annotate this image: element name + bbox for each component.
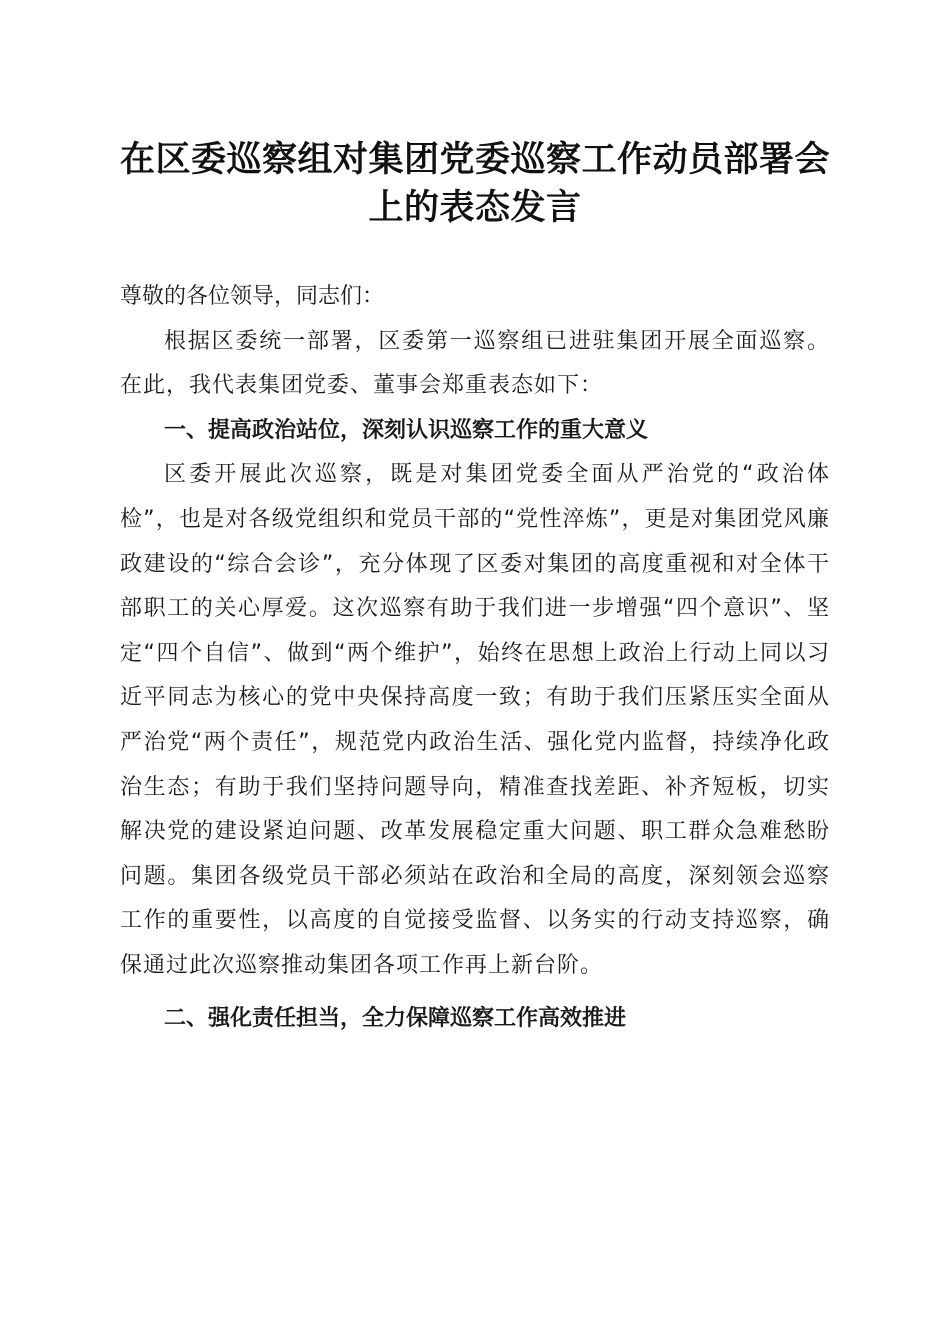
salutation: 尊敬的各位领导，同志们： (120, 284, 385, 309)
document-title (100, 136, 850, 232)
title-line-1: 在区委巡察组对集团党委巡察工作动员部署会 (119, 139, 830, 180)
section-1-heading: 一、提高政治站位，深刻认识巡察工作的重大意义 (164, 417, 649, 443)
title-line-2: 上的表态发言 (368, 187, 582, 228)
intro-paragraph: 根据区委统一部署，区委第一巡察组已进驻集团开展全面巡察。在此，我代表集团党委、董事会郑重表态如下： (120, 328, 830, 399)
section-2-heading: 二、强化责任担当，全力保障巡察工作高效推进 (164, 1005, 627, 1031)
section-1-paragraph: 区委开展此次巡察，既是对集团党委全面从严治党的“政治体检”，也是对各级党组织和党员干部的“党性淬炼”，更是对集团党风廉政建设的“综合会诊”，充分体现了区委对集团的高度重视和对全体干部职工的关心厚爱。这次巡察有助于我们进一步增强“四个意识”、坚定“四个自信”、做到“两个维护”，始终在思想上政治上行动上同以习近平同志为核心的党中央保持高度一致；有助于我们压紧压实全面从严治党“两个责任”，规范党内政治生活、强化党内监督，持续净化政治生态；有助于我们坚持问题导向，精准查找差距、补齐短板，切实解决党的建设紧迫问题、改革发展稳定重大问题、职工群众急难愁盼问题。集团各级党员干部必须站在政治和全局的高度，深刻领会巡察工作的重要性，以高度的自觉接受监督、以务实的行动支持巡察，确保通过此次巡察推动集团各项工作再上新台阶。 (120, 462, 830, 978)
document-body (120, 275, 830, 1041)
